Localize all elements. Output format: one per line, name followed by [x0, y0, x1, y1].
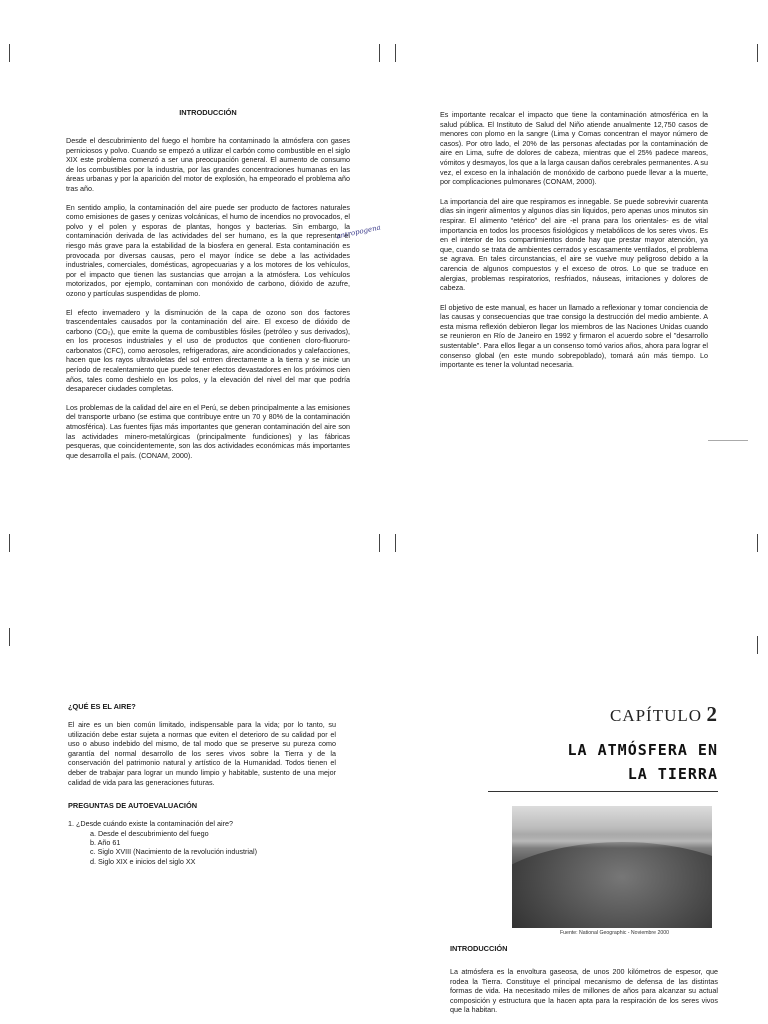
fold-line [708, 440, 748, 441]
crop-mark [9, 628, 10, 646]
crop-mark [9, 534, 10, 552]
quiz-option: b. Año 61 [90, 837, 121, 847]
chapter-word: CAPÍTULO [609, 706, 703, 725]
chapter-title [500, 738, 718, 786]
chapter-label [600, 702, 718, 727]
page-1-paragraph: En sentido amplio, la contaminación del aire puede ser producto de factores naturales como emisiones de gases y cenizas volcánicas, el humo de incendios no provocados, el polvo y el polen y esporas de plantas, hongos y bacterias. Sin embargo, la contaminación derivada de las actividades del ser humano, es la que representa el riesgo más grave para la estabilidad de la biosfera en general. Esta contaminación es provocada por diversas causas, pero el mayor índice se debe a las actividades industriales, comerciales, domésticas, agropecuarias y a los motores de los vehículos, por el impacto que tienen las sustancias que arrojan a la atmósfera. Los vehículos motorizados, por ejemplo, contaminan con monóxido de carbono, dióxido de azufre, ozono y partículas suspendidas de plomo. [66, 202, 350, 298]
chapter-title-line: LA TIERRA [627, 765, 718, 783]
page-1-paragraph: El efecto invernadero y la disminución de la capa de ozono son dos factores trascendentales causados por la contaminación del aire. El exceso de dióxido de carbono (CO₂), que emite la quema de combustibles fósiles (petróleo y sus derivados), en los procesos industriales y el uso de productos que contienen cloro-fluoruro-carbonatos (CFC), como aerosoles, refrigeradoras, aire acondicionados y calefacciones, hacen que los rayos ultravioletas del sol entren directamente a la tierra y se inicie un período de recalentamiento que puede tener efectos devastadores en los próximos cien años, tales como deshielo en los polos, y la elevación del nivel del mar que podría desaparecer ciudades completas. [66, 307, 350, 394]
title-rule [488, 791, 718, 792]
quiz-option: c. Siglo XVIII (Nacimiento de la revolución industrial) [90, 847, 257, 857]
crop-mark [9, 44, 10, 62]
crop-mark [757, 636, 758, 654]
page-1-heading: INTRODUCCIÓN [179, 108, 237, 117]
chapter-title-line: LA ATMÓSFERA EN [567, 741, 718, 759]
crop-mark [379, 534, 380, 552]
page-4 [450, 944, 718, 1015]
page-2-paragraph: La importancia del aire que respiramos es innegable. Se puede sobrevivir cuarenta días sin ingerir alimentos y algunos días sin líquidos, pero apenas unos minutos sin respirar. El alimento "etérico" del aire -el prana para los orientales- es de vital importancia en todos los procesos fisiológicos y metabólicos de los seres vivos. Es en el interior de los compartimientos donde hay que prestar mayor atención, ya que, cuando se trata de ambientes cerrados y escasamente ventilados, el problema se agrava. En tales circunstancias, el aire se vuelve muy peligroso debido a la carencia de algunos compuestos y el exceso de otros. Lo que se traduce en alergias, problemas respiratorios, resfriados, náuseas, irritaciones y dolores de cabeza. [440, 196, 708, 293]
quiz-option: a. Desde el descubrimiento del fuego [90, 828, 209, 838]
page-1-paragraph: Desde el descubrimiento del fuego el hombre ha contaminado la atmósfera con gases perniciosos y polvo. Cuando se empezó a utilizar el carbón como combustible en el siglo XIX este problema comenzó a ser una preocupación general. El aumento de consumo de los combustibles por la industria, por las grandes concentraciones humanas en las áreas urbanas y por la aparición del motor de explosión, ha empeorado el problema año tras año. [66, 136, 350, 193]
crop-mark [395, 44, 396, 62]
page-3-heading: ¿QUÉ ES EL AIRE? [68, 702, 136, 711]
atmosphere-haze [512, 834, 712, 848]
page-1-paragraph: Los problemas de la calidad del aire en el Perú, se deben principalmente a las emisiones del transporte urbano (se estima que contribuye entre un 70 y 80% de la contaminación atmosférica). Las fuentes fijas más importantes que generan contaminación del aire son las actividades minero-metalúrgicas (principalmente fundiciones) y las fábricas pesqueras, que coincidentemente, son las dos actividades económicas más importantes que desarrolla el país. (CONAM, 2000). [66, 402, 350, 460]
page-4-paragraph: La atmósfera es la envoltura gaseosa, de unos 200 kilómetros de espesor, que rodea la Tierra. Constituye el principal mecanismo de defensa de las distintas formas de vida. Ha necesitado miles de millones de años para alcanzar su actual composición y estructura que la hacen apta para la respiración de los seres vivos que la habitan. [450, 967, 718, 1015]
quiz-list [68, 819, 336, 866]
earth-horizon [512, 842, 712, 928]
page-2-paragraph: Es importante recalcar el impacto que tiene la contaminación atmosférica en la salud pública. El Instituto de Salud del Niño atiende anualmente 12,750 casos de menores con plomo en la sangre (Lima y Comas concentran el mayor número de casos). Por otro lado, el 20% de las personas afectadas por la contaminación de aire en Lima, sufre de dolores de cabeza, mientras que el 25% padece mareos, vómitos y desmayos, los que a la larga causan daños cerebrales permanentes. A su vez, el exceso en la inhalación de monóxido de carbono puede llevar a la muerte, por complicaciones pulmonares (CONAM, 2000). [440, 110, 708, 187]
page-1 [66, 108, 350, 460]
crop-mark [395, 534, 396, 552]
page-2-paragraph: El objetivo de este manual, es hacer un llamado a reflexionar y tomar conciencia de las causas y consecuencias que trae consigo la destrucción del medio ambiente. A esta misma reflexión debieron llegar los miembros de las Naciones Unidas cuando se reunieron en Río de Janeiro en 1992 y firmaron el acuerdo sobre el "desarrollo sustentable". Para ellos llegar a un consenso tomó varios años, ahora para lograr el consenso global (en este mundo sobrepoblado), tomará aún más tiempo. Lo importante es tener la voluntad necesaria. [440, 302, 708, 370]
photo-caption: Fuente: National Geographic - Noviembre 2000 [560, 930, 669, 936]
page-3-paragraph: El aire es un bien común limitado, indispensable para la vida; por lo tanto, su utilización debe estar sujeta a normas que eviten el deterioro de su calidad por el uso o abuso indebido del mismo, de tal modo que se preserve su pureza como garantía del normal desarrollo de los seres vivos sobre la Tierra y de la conservación del patrimonio natural y artístico de la Humanidad. Todos tienen el deber de trabajar para lograr un mundo limpio y habitable, sustento de una mejor calidad de vida para las generaciones futuras. [68, 720, 336, 787]
page-3 [68, 702, 336, 866]
crop-mark [757, 44, 758, 62]
earth-atmosphere-photo [512, 806, 712, 928]
page-4-heading: INTRODUCCIÓN [450, 944, 508, 953]
quiz-option: d. Siglo XIX e inicios del siglo XX [90, 856, 196, 866]
crop-mark [379, 44, 380, 62]
crop-mark [757, 534, 758, 552]
handwritten-margin-note: antropogena [335, 223, 382, 241]
page-2 [440, 110, 708, 370]
chapter-number: 2 [706, 702, 718, 726]
quiz-question: 1. ¿Desde cuándo existe la contaminación del aire? [68, 819, 234, 829]
quiz-heading: PREGUNTAS DE AUTOEVALUACIÓN [68, 801, 198, 811]
